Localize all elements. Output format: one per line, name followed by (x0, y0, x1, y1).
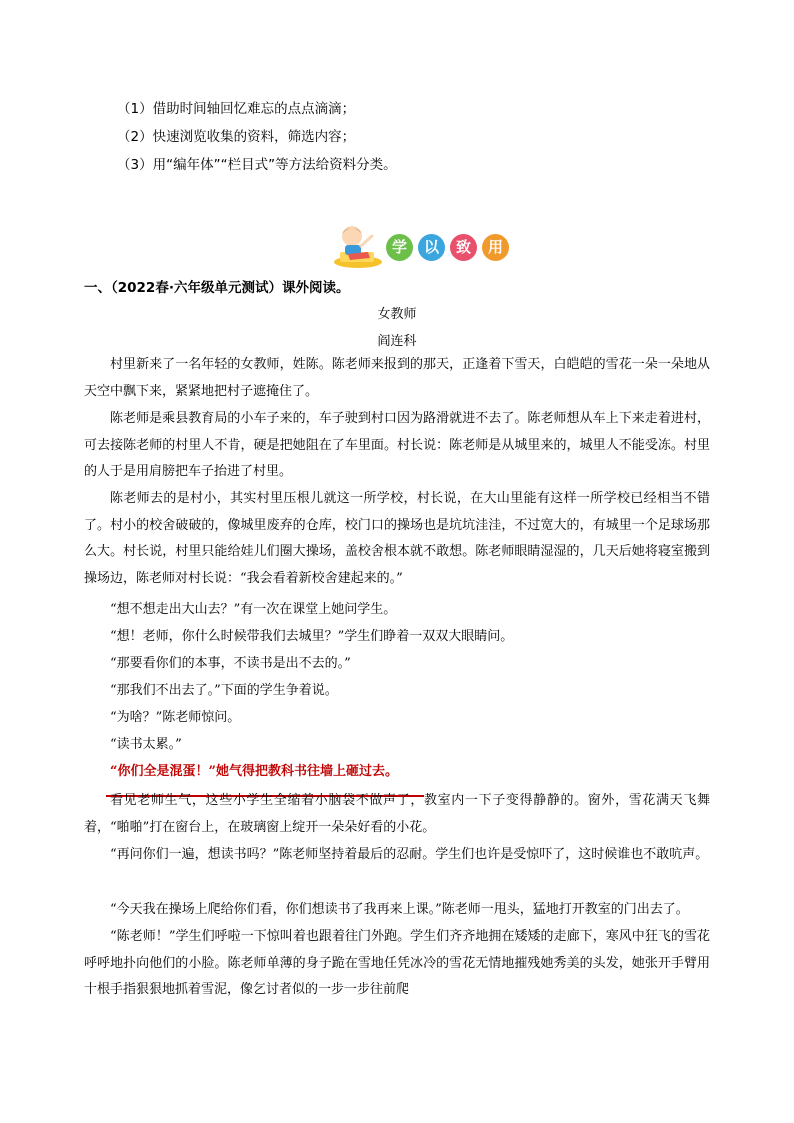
article-title: 女教师 (377, 307, 417, 322)
paragraph-14: “陈老师！”学生们呼啦一下惊叫着也跟着往门外跑。学生们齐齐地拥在矮矮的走廊下，寒风中狂飞的雪花呼呼地扑向他们的小脸。陈老师单薄的身子跪在雪地任凭冰冷的雪花无情地摧残她秀美的头发，她张开手臂用十根手指狠狠地抓着雪泥，像乞讨者似的一步一步往前爬 (84, 929, 710, 997)
banner-char-2: 以 (418, 234, 445, 261)
paragraph-6: “那要看你们的本事，不读书是出不去的。” (110, 656, 351, 671)
paragraph-10-highlight: “你们全是混蛋！”她气得把教科书往墙上砸过去。 (110, 764, 398, 779)
question-heading: 一、（2022春·六年级单元测试）课外阅读。 (84, 280, 350, 296)
tip-item-2: （2）快速浏览收集的资料，筛选内容； (117, 129, 356, 145)
section-banner (328, 222, 518, 270)
paragraph-8: “为啥？”陈老师惊问。 (110, 710, 241, 725)
banner-char-3: 致 (450, 234, 477, 261)
banner-char-1: 学 (386, 234, 413, 261)
paragraph-4: “想不想走出大山去？”有一次在课堂上她问学生。 (110, 602, 397, 617)
paragraph-9: “读书太累。” (110, 737, 182, 752)
tip-item-3: （3）用“编年体”“栏目式”等方法给资料分类。 (117, 157, 397, 173)
banner-char-4: 用 (482, 234, 509, 261)
article-author: 阎连科 (377, 334, 417, 349)
paragraph-3: 陈老师去的是村小，其实村里压根儿就这一所学校，村长说，在大山里能有这样一所学校已经相当不错了。村小的校舍破破的，像城里废弃的仓库，校门口的操场也是坑坑洼洼，不过宽大的，有城里一个足球场那么大。村长说，村里只能给娃儿们圈大操场，盖校舍根本就不敢想。陈老师眼睛湿湿的，几天后她将寝室搬到操场边，陈老师对村长说：“我会看着新校舍建起来的。” (84, 491, 710, 586)
paragraph-11: 看见老师生气，这些小学生全缩着小脑袋不做声了，教室内一下子变得静静的。窗外，雪花满天飞舞着，“啪啪”打在窗台上，在玻璃窗上绽开一朵朵好看的小花。 (84, 793, 710, 835)
tip-item-1: （1）借助时间轴回忆难忘的点点滴滴； (117, 101, 356, 117)
student-reading-icon (328, 222, 384, 270)
paragraph-5: “想！老师，你什么时候带我们去城里？”学生们睁着一双双大眼睛问。 (110, 629, 514, 644)
paragraph-12: “再问你们一遍，想读书吗？”陈老师坚持着最后的忍耐。学生们也许是受惊吓了，这时候谁也不敢吭声。 (110, 847, 709, 862)
paragraph-1: 村里新来了一名年轻的女教师，姓陈。陈老师来报到的那天，正逢着下雪天，白皑皑的雪花一朵一朵地从天空中飘下来，紧紧地把村子遮掩住了。 (84, 357, 710, 399)
paragraph-2: 陈老师是乘县教育局的小车子来的，车子驶到村口因为路滑就进不去了。陈老师想从车上下来走着进村，可去接陈老师的村里人不肯，硬是把她阻在了车里面。村长说：陈老师是从城里来的，城里人不能受冻。村里的人于是用肩膀把车子抬进了村里。 (84, 411, 710, 479)
paragraph-7: “那我们不出去了。”下面的学生争着说。 (110, 683, 338, 698)
paragraph-13: “今天我在操场上爬给你们看，你们想读书了我再来上课。”陈老师一甩头，猛地打开教室的门出去了。 (110, 902, 689, 917)
